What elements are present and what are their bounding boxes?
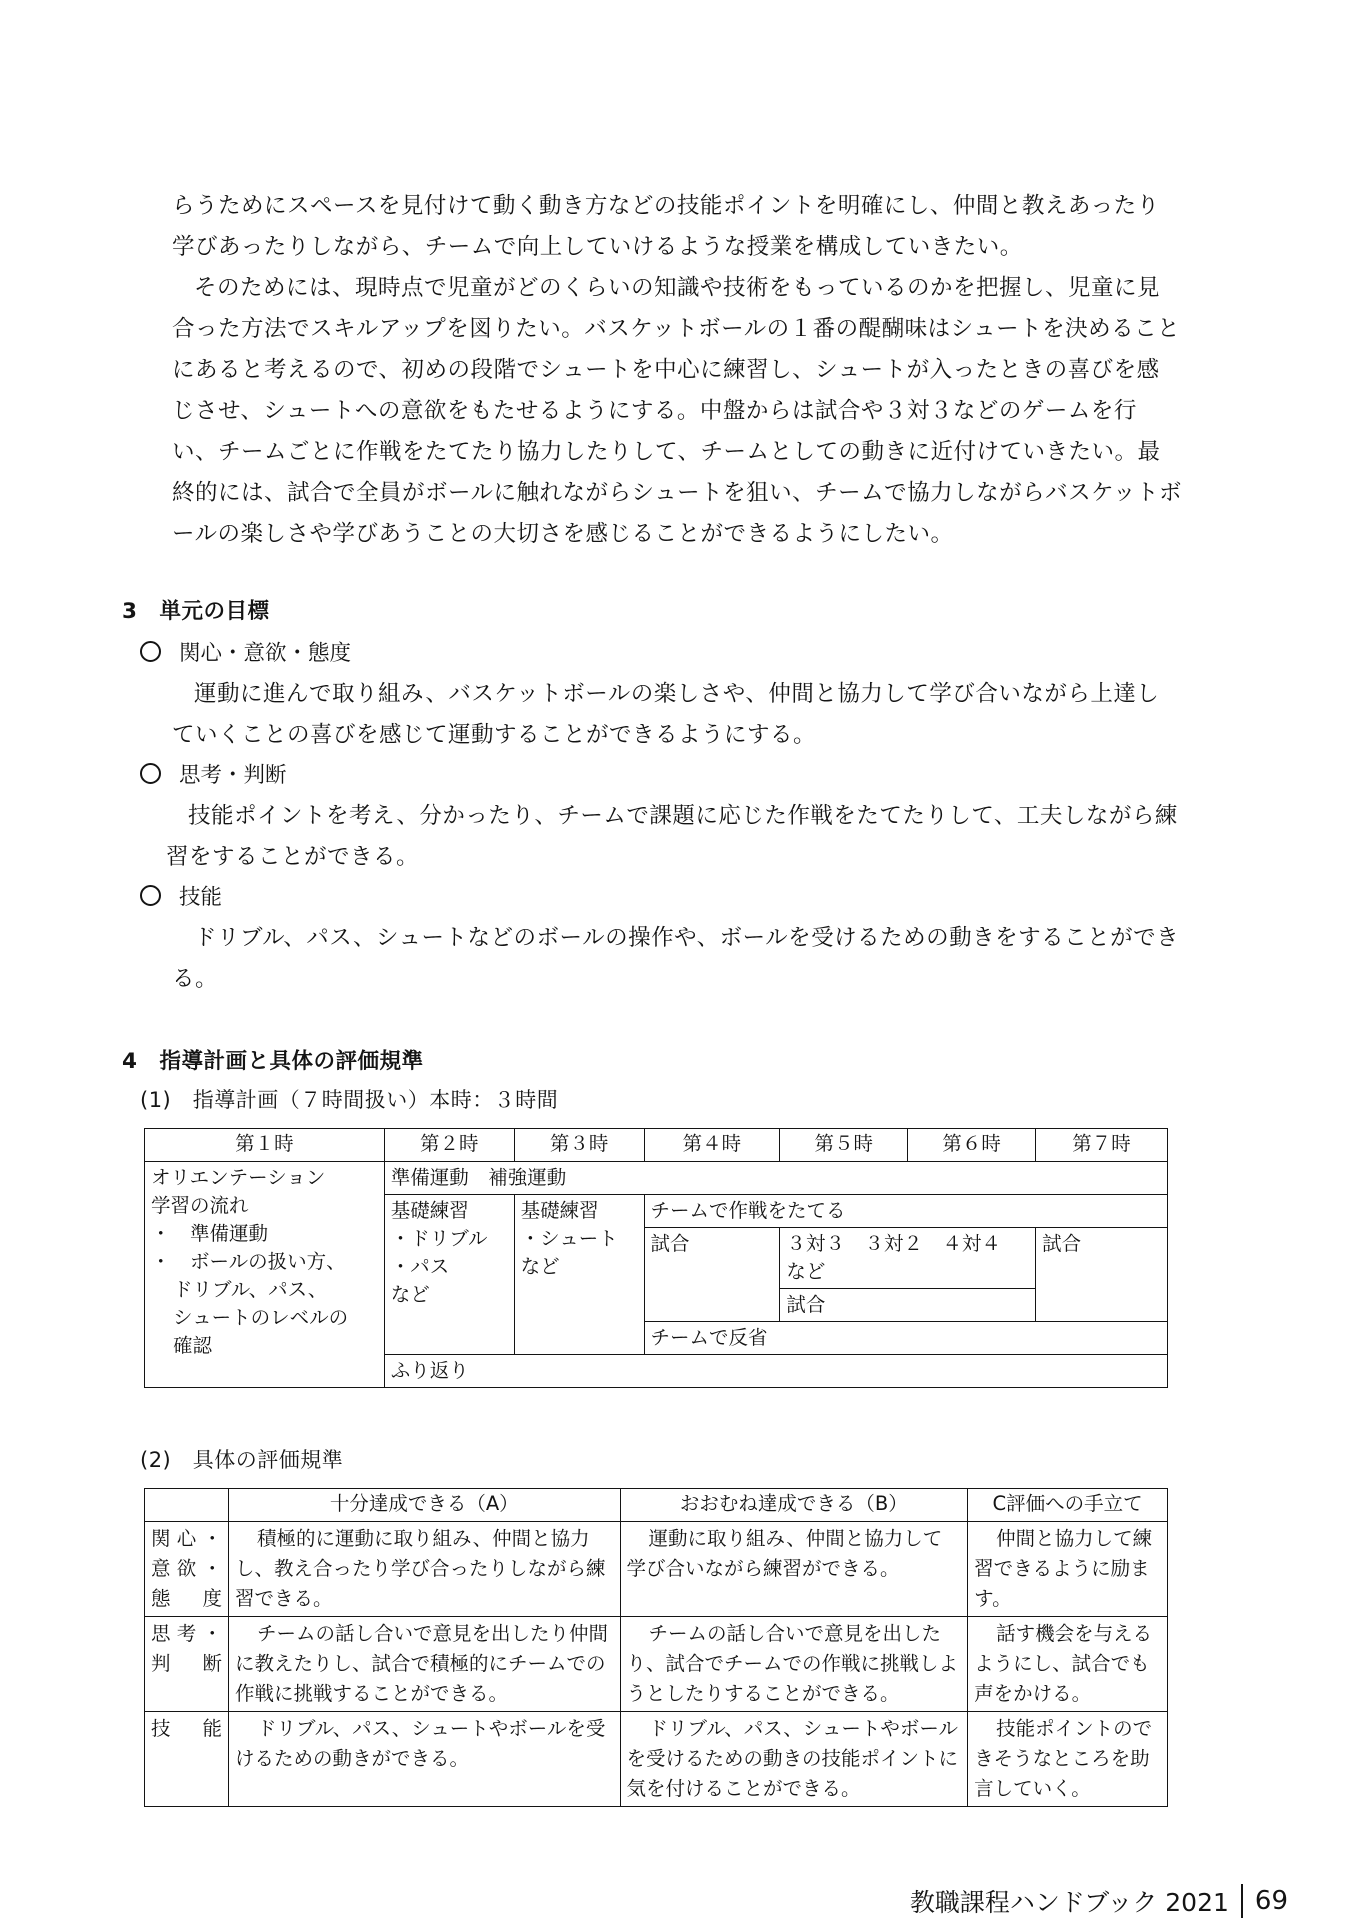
plan-text: ドリブル、パス、 [173,1278,328,1301]
plan-text: ・ ボールの扱い方、 [151,1250,346,1273]
plan-text: ３対３ ３対２ ４対４ [786,1232,1001,1255]
criteria-category [145,1617,229,1712]
plan-header-cell: 第２時 [384,1129,514,1162]
plan-game-cell: 試合 [1036,1228,1168,1322]
criteria-caption: (2) 具体の評価規準 [140,1448,344,1472]
plan-header-cell: 第７時 [1036,1129,1168,1162]
criteria-header-row [145,1489,1168,1522]
plan-text: 基礎練習 [520,1199,599,1222]
goal-text-thinking: 技能ポイントを考え、分かったり、チームで課題に応じた作戦をたてたりして、工夫しながら練習をすることができる。 [166,803,1178,870]
section-4-heading: 4 指導計画と具体の評価規準 [122,1049,424,1074]
plan-header-row [145,1129,1168,1162]
plan-lesson-2-cell [384,1195,514,1355]
criteria-header-cell: C評価への手立て [968,1489,1168,1522]
criteria-b-cell: 運動に取り組み、仲間と協力して学び合いながら練習ができる。 [620,1522,968,1617]
plan-text: など [786,1260,826,1283]
goal-text-interest: 運動に進んで取り組み、バスケットボールの楽しさや、仲間と協力して学び合いながら上達していくことの喜びを感じて運動することができるようにする。 [172,681,1160,748]
plan-text: ・ 準備運動 [151,1222,269,1245]
plan-mini-games-cell [780,1228,1036,1289]
criteria-category-line: 技 能 [151,1717,222,1740]
plan-text: シュートのレベルの [173,1306,349,1329]
plan-text: 学習の流れ [151,1194,249,1217]
plan-text: など [520,1255,560,1278]
criteria-a-cell: 積極的に運動に取り組み、仲間と協力し、教え合ったり学び合ったりしながら練習できる。 [228,1522,620,1617]
criteria-category-line: 意欲・ [151,1557,222,1580]
criteria-row [145,1617,1168,1712]
page-footer [910,1883,1288,1919]
criteria-a-cell: チームの話し合いで意見を出したり仲間に教えたりし、試合で積極的にチームでの作戦に挑戦することができる。 [228,1617,620,1712]
goal-label: 思考・判断 [179,763,287,788]
plan-game-cell: 試合 [780,1289,1036,1322]
plan-warmup-cell: 準備運動 補強運動 [384,1162,1167,1195]
goal-text-skill: ドリブル、パス、シュートなどのボールの操作や、ボールを受けるための動きをすることができる。 [172,925,1180,992]
circle-bullet-icon [140,885,161,906]
plan-caption: (1) 指導計画（７時間扱い）本時：３時間 [140,1088,559,1112]
plan-header-cell: 第４時 [644,1129,780,1162]
section-3-heading: 3 単元の目標 [122,599,270,624]
circle-bullet-icon [140,641,161,662]
book-title: 教職課程ハンドブック 2021 [909,1888,1229,1917]
plan-header-cell: 第３時 [514,1129,644,1162]
plan-header-cell: 第５時 [780,1129,908,1162]
criteria-header-cell [145,1489,229,1522]
plan-reflect-cell: ふり返り [384,1355,1167,1388]
criteria-c-cell: 技能ポイントのできそうなところを助言していく。 [968,1712,1168,1807]
plan-lesson-1-cell [145,1162,385,1388]
circle-bullet-icon [140,763,161,784]
goal-heading-interest [140,636,351,667]
footer-divider [1241,1884,1243,1918]
plan-text: ・シュート [520,1227,618,1250]
criteria-category-line: 関心・ [151,1527,222,1550]
plan-reflect-team-cell: チームで反省 [644,1322,1168,1355]
intro-paragraph-1: らうためにスペースを見付けて動く動き方などの技能ポイントを明確にし、仲間と教えあったり学びあったりしながら、チームで向上していけるような授業を構成していきたい。 [172,193,1160,260]
criteria-a-cell: ドリブル、パス、シュートやボールを受けるための動きができる。 [228,1712,620,1807]
plan-text: ・パス [390,1255,450,1278]
plan-text: 基礎練習 [390,1199,469,1222]
goal-heading-thinking [140,758,287,789]
teaching-plan-table [144,1128,1168,1388]
criteria-b-cell: チームの話し合いで意見を出したり、試合でチームでの作戦に挑戦しようとしたりすることができる。 [620,1617,968,1712]
plan-text: ・ドリブル [390,1227,488,1250]
criteria-row [145,1522,1168,1617]
criteria-row [145,1712,1168,1807]
criteria-header-cell: 十分達成できる（A） [228,1489,620,1522]
plan-strategy-cell: チームで作戦をたてる [644,1195,1168,1228]
criteria-c-cell: 仲間と協力して練習できるように励ます。 [968,1522,1168,1617]
criteria-category-line: 思考・ [151,1622,222,1645]
plan-text: 確認 [173,1334,213,1357]
plan-header-cell: 第１時 [145,1129,385,1162]
plan-header-cell: 第６時 [908,1129,1036,1162]
criteria-c-cell: 話す機会を与えるようにし、試合でも声をかける。 [968,1617,1168,1712]
goal-heading-skill [140,880,222,911]
goal-label: 技能 [179,885,223,910]
plan-text: オリエンテーション [151,1166,326,1189]
criteria-category [145,1712,229,1807]
plan-lesson-3-cell [514,1195,644,1355]
page-number: 69 [1254,1886,1288,1916]
plan-game-cell: 試合 [644,1228,780,1322]
criteria-category-line: 判 断 [151,1652,222,1675]
evaluation-criteria-table [144,1488,1168,1807]
criteria-header-cell: おおむね達成できる（B） [620,1489,968,1522]
criteria-category-line: 態 度 [151,1587,222,1610]
intro-paragraph-2: そのためには、現時点で児童がどのくらいの知識や技術をもっているのかを把握し、児童に見合った方法でスキルアップを図りたい。バスケットボールの１番の醍醐味はシュートを決めることにあると考えるので、初めの段階でシュートを中心に練習し、シュートが入ったときの喜びを感じさせ、シュートへの意欲をもたせるようにする。中盤からは試合や３対３などのゲームを行い、チームごとに作戦をたてたり協力したりして、チームとしての動きに近付けていきたい。最終的には、試合で全員がボールに触れながらシュートを狙い、チームで協力しながらバスケットボールの楽しさや学びあうことの大切さを感じることができるようにしたい。 [172,275,1182,547]
plan-text: など [390,1283,430,1306]
goal-label: 関心・意欲・態度 [179,641,352,666]
criteria-b-cell: ドリブル、パス、シュートやボールを受けるための動きの技能ポイントに気を付けることができる。 [620,1712,968,1807]
criteria-category [145,1522,229,1617]
